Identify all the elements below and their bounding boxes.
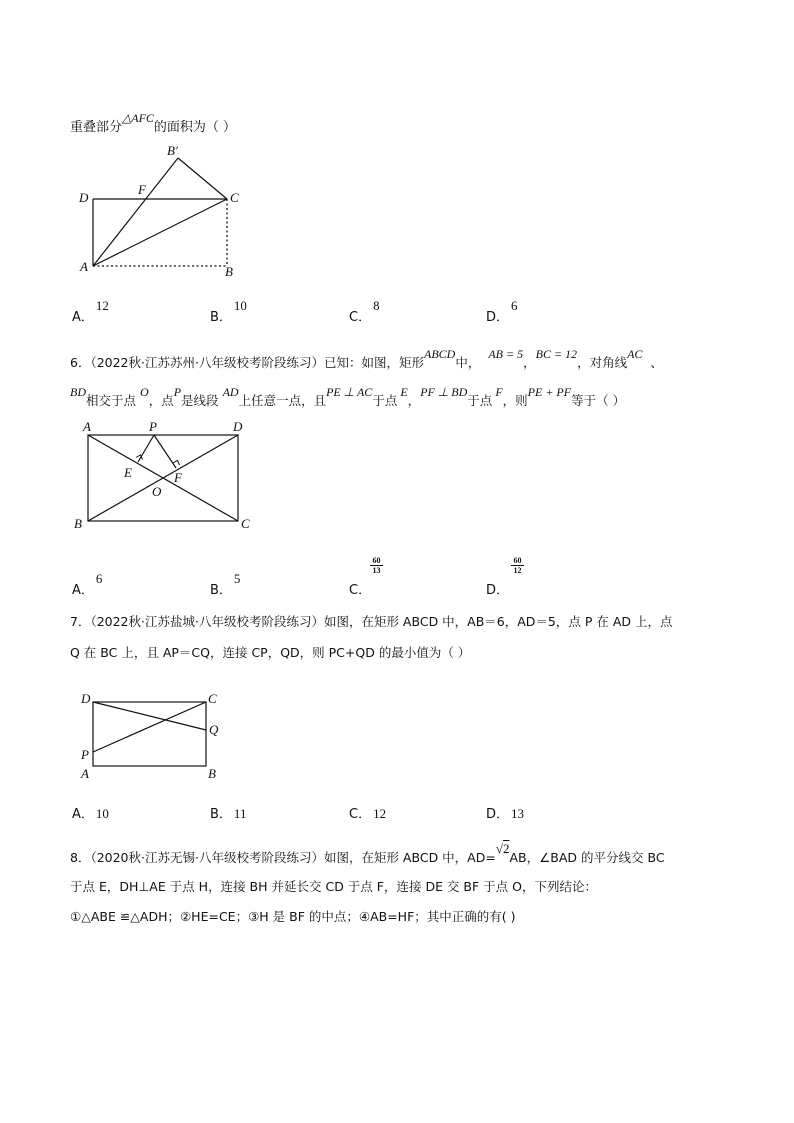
q5-line-ac — [93, 199, 227, 266]
q6-label-f: F — [174, 470, 182, 485]
q8-line3: ①△ABE ≌△ADH；②HE=CE；③H 是 BF 的中点；④AB=HF；其中正确的有( ) — [70, 909, 516, 924]
q5-tail-post: 的面积为（ ） — [153, 120, 237, 135]
q6-math-ac: AC — [627, 347, 643, 361]
q5-label-b1: B′ — [167, 143, 178, 158]
q6-math-ab: AB = 5 — [488, 347, 524, 361]
q5-figure — [70, 140, 250, 280]
q7-option-c: C． 12 — [349, 806, 387, 822]
q6-math-bc: BC = 12 — [535, 347, 578, 361]
q7-label-b: B — [208, 766, 216, 781]
q7-option-a: A． 10 — [72, 806, 109, 822]
q6-math-f: F — [495, 385, 503, 399]
q7-line2: Q 在 BC 上，且 AP＝CQ，连接 CP，QD，则 PC+QD 的最小值为（ ） — [70, 645, 471, 660]
q6-label-a: A — [83, 419, 91, 434]
q7-option-d: D． 13 — [486, 806, 525, 822]
q6-label-p: P — [149, 419, 157, 434]
q6-math-e: E — [400, 385, 408, 399]
q6-math-ad: AD — [222, 385, 239, 399]
q5-label-f: F — [138, 182, 146, 197]
q6-number: 6． — [70, 355, 91, 370]
q6-label-e: E — [124, 465, 132, 480]
q7-label-q: Q — [209, 722, 219, 737]
q8-line2: 于点 E，DH⊥AE 于点 H，连接 BH 并延长交 CD 于点 F，连接 DE 交 BF 于点 O，下列结论： — [70, 879, 597, 894]
q7-label-d: D — [81, 691, 91, 706]
q6-math-bd: BD — [70, 385, 86, 399]
q6-math-pe: PE ⊥ AC — [326, 385, 373, 399]
q6-math-o: O — [140, 385, 149, 399]
q6-option-d-letter: D． — [486, 583, 510, 598]
q6-option-c-letter: C． — [349, 583, 372, 598]
q7-rect-abcd — [93, 702, 206, 766]
q7-segment-dq — [93, 702, 206, 730]
q6-segment-pe — [138, 435, 154, 462]
q5-label-a: A — [80, 259, 88, 274]
q5-line-b1c — [178, 158, 227, 199]
q6-label-b: B — [74, 516, 82, 531]
q6-line2: BD相交于点O，点P是线段AD上任意一点，且PE ⊥ AC于点E，PF ⊥ BD于点F，则PE + PF等于（ ） — [70, 385, 626, 408]
q5-option-d: D．6 — [486, 298, 518, 325]
q7-segment-pc — [93, 702, 206, 752]
q7-label-c: C — [208, 691, 217, 706]
q6-math-p: P — [173, 385, 182, 399]
q5-line-ab1 — [93, 158, 178, 266]
q5-tail-text — [70, 111, 237, 135]
q6-option-b: B．5 — [210, 571, 241, 598]
q6-segment-pf — [154, 435, 176, 468]
q5-label-c: C — [230, 190, 239, 205]
q6-math-sum: PE + PF — [527, 385, 572, 399]
q5-label-d: D — [79, 190, 89, 205]
q5-option-c: C．8 — [349, 298, 380, 325]
q6-source: （2022秋·江苏苏州·八年级校考阶段练习） — [90, 355, 324, 370]
q6-option-d-fraction: $\frac{60}{12}$ — [511, 556, 524, 575]
q6-line1: 6．（2022秋·江苏苏州·八年级校考阶段练习）已知：如图，矩形ABCD中，AB = 5，BC = 12，对角线AC、 — [70, 347, 663, 370]
q6-math-pf: PF ⊥ BD — [420, 385, 468, 399]
q7-label-a: A — [81, 766, 89, 781]
q6-label-c: C — [241, 516, 250, 531]
q6-option-c-fraction: $\frac{60}{13}$ — [370, 556, 383, 575]
q6-figure — [70, 414, 270, 536]
q5-option-a: A．12 — [72, 298, 109, 325]
q5-tail-pre: 重叠部分 — [70, 120, 123, 135]
q7-option-b: B． 11 — [210, 806, 247, 822]
q8-sqrt-expression: √2 — [495, 841, 510, 856]
q6-option-a: A．6 — [72, 571, 103, 598]
q5-option-b: B．10 — [210, 298, 247, 325]
q7-line1: 7．（2022秋·江苏盐城·八年级校考阶段练习）如图，在矩形 ABCD 中，AB＝6，AD＝5，点 P 在 AD 上，点 — [70, 614, 673, 629]
q6-label-d: D — [233, 419, 243, 434]
q5-math-afc: △AFC — [122, 111, 154, 125]
q8-line1: 8．（2020秋·江苏无锡·八年级校考阶段练习）如图，在矩形 ABCD 中，AD=√2AB，∠BAD 的平分线交 BC — [70, 841, 665, 865]
q7-figure — [70, 686, 240, 786]
q6-label-o: O — [152, 484, 162, 499]
q7-label-p: P — [81, 747, 89, 762]
q6-math-abcd: ABCD — [423, 347, 456, 361]
q5-label-b: B — [225, 264, 233, 279]
